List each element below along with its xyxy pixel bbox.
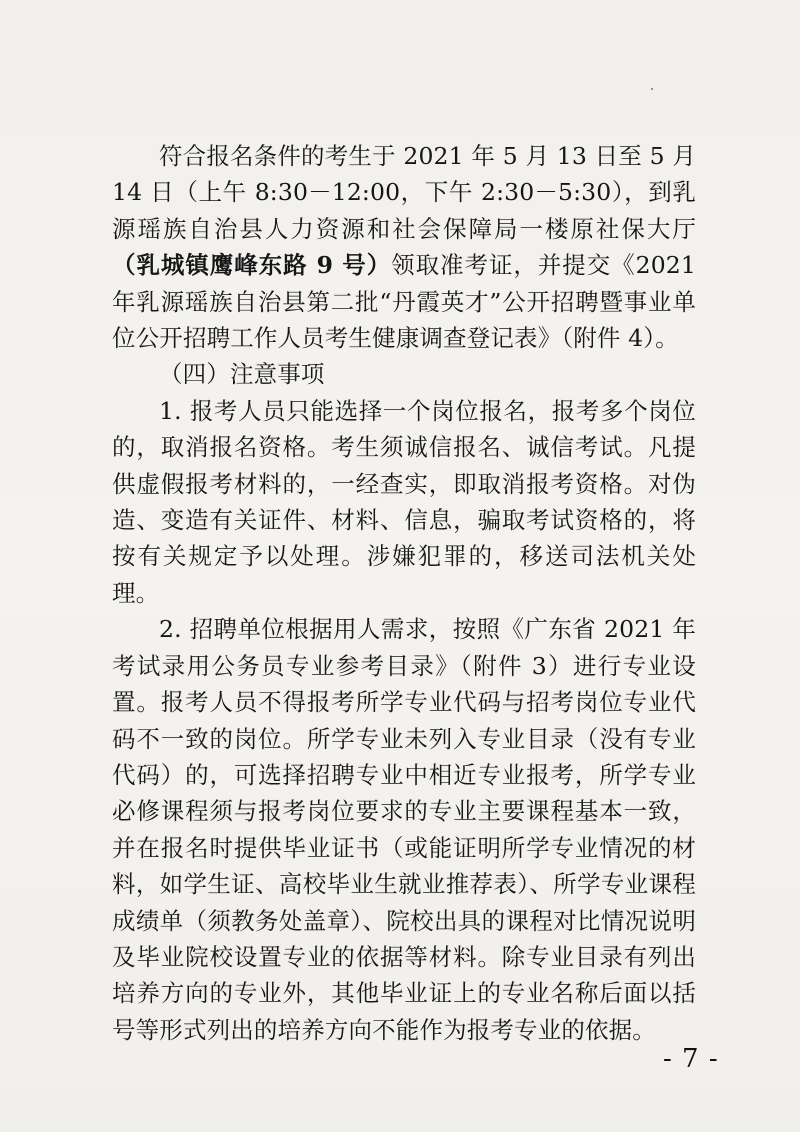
note-item-1: 1. 报考人员只能选择一个岗位报名，报考多个岗位的，取消报名资格。考生须诚信报名、诚信考试。凡提供虚假报考材料的，一经查实，即取消报考资格。对伪造、变造有关证件、材料、信息，骗取考试资格的，将按有关规定予以处理。涉嫌犯罪的，移送司法机关处理。 [112, 396, 696, 607]
document-body [112, 138, 696, 1048]
note-item-2: 2. 招聘单位根据用人需求，按照《广东省 2021 年考试录用公务员专业参考目录》（附件 3）进行专业设置。报考人员不得报考所学专业代码与招考岗位专业代码不一致的岗位。所学专业未列入专业目录（没有专业代码）的，可选择招聘专业中相近专业报考，所学专业必修课程须与报考岗位要求的专业主要课程基本一致，并在报名时提供毕业证书（或能证明所学专业情况的材料，如学生证、高校毕业生就业推荐表）、所学专业课程成绩单（须教务处盖章）、院校出具的课程对比情况说明及毕业院校设置专业的依据等材料。除专业目录有列出培养方向的专业外，其他毕业证上的专业名称后面以括号等形式列出的培养方向不能作为报考专业的依据。 [112, 615, 696, 1044]
paragraph-1-text-before: 符合报名条件的考生于 2021 年 5 月 13 日至 5 月 14 日（上午 8:30－12:00，下午 2:30－5:30），到乳源瑶族自治县人力资源和社会保障局一楼原社保大厅 [112, 142, 696, 243]
page-number: - 7 - [663, 1044, 719, 1074]
paragraph-1-address: （乳城镇鹰峰东路 9 号） [112, 251, 392, 280]
paragraph-collect-admission-ticket [112, 138, 696, 356]
paragraph-1-text-after: 领取准考证，并提交《2021 年乳源瑶族自治县第二批“丹霞英才”公开招聘暨事业单位公开招聘工作人员考生健康调查登记表》（附件 4）。 [112, 251, 696, 353]
scan-speck [651, 88, 653, 90]
section-heading-notes: （四）注意事项 [159, 360, 325, 389]
